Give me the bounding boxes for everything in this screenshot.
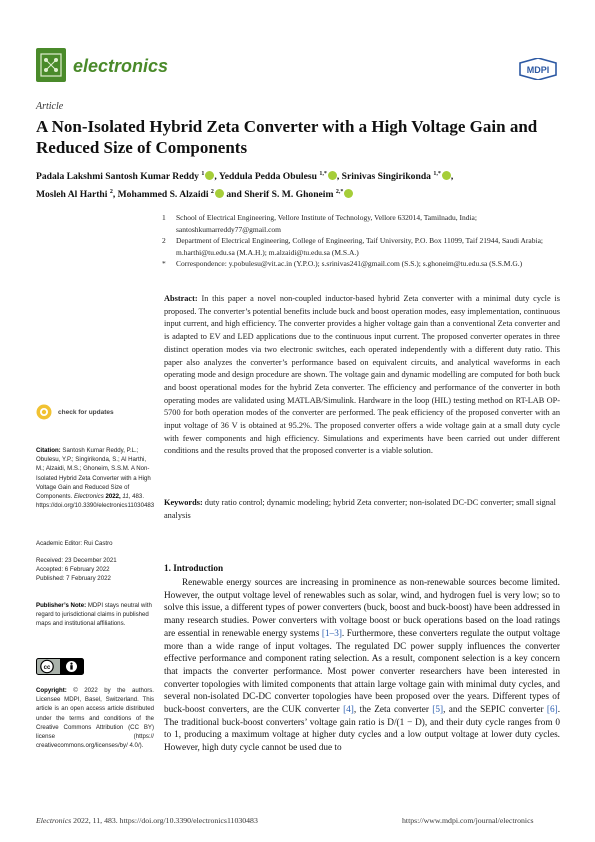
citation-journal: Electronics [73,493,104,501]
affiliation-mark: 2 [162,236,166,245]
citation-doi-link[interactable]: 483. https://doi.org/10.3390/electronics11030483 [36,493,155,510]
citation-link[interactable]: [5] [432,705,444,716]
affiliation-text: Correspondence: y.pobulesu@vit.ac.in (Y.P.O.); s.srinivas241@gmail.com (S.S.); s.ghoneim@tu.edu.sa (S.S.M.G.) [176,259,523,268]
check-updates-label: check for updates [58,408,114,416]
author-name[interactable]: Sherif S. M. Ghoneim [244,188,334,200]
published-date: Published: 7 February 2022 [36,575,111,583]
footer-journal: Electronics [36,816,72,825]
body-text: . The traditional buck-boost converters’ voltage gain ratio is D/(1 − D), and their duty cycle ranges from 0 to 1, producing a maximum voltage at higher duty cycles and a low output voltage at lower duty cycles. However, high duty cycle cannot be used due to [164,705,561,754]
copyright-text: © 2022 by the authors. Licensee MDPI, Basel, Switzerland. This article is an open access article distributed under the terms and conditions of the Creative Commons Attribution (CC BY) license (https:// creativecommons.org/licenses/by/ 4.0/). [36,687,154,750]
check-updates-button[interactable] [36,403,126,417]
footer-journal-url[interactable]: https://www.mdpi.com/journal/electronics [402,816,534,825]
affiliation-item [162,235,562,258]
abstract-text: In this paper a novel non-coupled inductor-based hybrid Zeta converter with a minimal duty cycle is proposed. The converter’s potential benefits include buck and boost operation modes, easy implementation, continuous input current, and high efficiency. The converter provides a higher voltage gain than a conventional Zeta converter and is adapted to EV and LED applications due to the continuous input current. The proposed converter operates in three distinct operation modes via two electronic switches, each operated independently with a different duty ratio. This paper also analyzes the converter’s performance based on equivalent circuits, and analytical waveforms in each operating mode and design procedure are shown. The voltage gain and dynamic modelling are computed for both buck and boost operational modes for the hybrid Zeta converter. The efficiency and performance of the converter in both operating modes are validated using MATLAB/Simulink. Hardware in the loop (HIL) testing method on RT-LAB OP-5700 for both operation modes of the converter are performed. The peak efficiency of the proposed converter with an input voltage of 36 V is obtained at 95.2%. The proposed converter offers a wide voltage gain at a small duty cycle with fewer components and high efficiency. Simulations and experiments have been carried out under different conditions and the results proved that the proposed converter is a viable solution. [164,294,560,456]
author-affil-mark: 1 [201,171,205,177]
journal-logo [36,48,66,82]
copyright-block [36,686,154,750]
footer-citation [36,816,258,825]
author-affil-mark: 2 [210,188,214,195]
citation-label: Citation: [36,447,61,454]
svg-text:MDPI: MDPI [526,65,550,75]
accepted-date: Accepted: 6 February 2022 [36,566,110,574]
check-updates-icon [36,404,52,420]
author-list: Padala Lakshmi Santosh Kumar Reddy $^1$ , Yeddula Pedda Obulesu $^{1,*}$ , Srinivas Singirikonda $^{1,*}$ , Mosleh Al Harthi $^2$, Mohammed S. Alzaidi $^2$ and Sherif S. M. Ghoneim $^{2,*}$ [36,171,454,200]
author-affil-mark: 1,* [433,171,441,177]
author-affil-mark: 2 [109,188,113,195]
abstract-label: Abstract: [164,294,198,303]
citation-link[interactable]: [1–3] [321,628,342,639]
body-text: , the Zeta converter [353,705,433,716]
author-name[interactable]: Srinivas Singirikonda [341,171,431,183]
author-name[interactable]: Mohammed S. Alzaidi [117,188,209,200]
affiliation-item [162,212,562,235]
paper-title: A Non-Isolated Hybrid Zeta Converter with a High Voltage Gain and Reduced Size of Components [36,117,538,157]
cc-license-icon[interactable] [36,658,84,675]
publisher-note-label: Publisher’s Note: [36,602,87,609]
academic-editor: Academic Editor: Rui Castro [36,540,113,547]
publisher-note [36,601,154,629]
keywords [164,497,560,522]
copyright-label: Copyright: [36,687,67,694]
citation-year: 2022, [105,493,121,501]
author-affil-mark: 2,* [335,188,344,195]
affiliation-text: Department of Electrical Engineering, College of Engineering, Taif University, P.O. Box 11099, Taif 21944, Saudi Arabia; m.harthi@tu.edu.sa (M.A.H.); m.alzaidi@tu.edu.sa (M.S.A.) [176,236,543,257]
body-text: Renewable energy sources are increasing in prominence as non-renewable sources become limited. However, the output voltage level of renewables such as solar, wind, and hydrogen fuel is very low; so to solve this issue, a different types of power converters (buck, boost and buck-boost) have been addressed in many research studies. Power converters with voltage boost or buck operations based on the load ratings are essential in renewable energy systems [164,578,560,639]
keywords-text: duty ratio control; dynamic modeling; hybrid Zeta converter; non-isolated DC-DC converter; small signal analysis [164,498,556,520]
affiliations [162,212,562,270]
orcid-icon[interactable] [215,189,224,198]
affiliation-mark: 1 [162,213,166,222]
mdpi-logo [519,58,557,80]
svg-text:cc: cc [43,665,51,671]
body-text: , and the SEPIC converter [443,705,547,716]
citation-link[interactable]: [6] [546,705,558,716]
citation-text: Santosh Kumar Reddy, P.L.; Obulesu, Y.P.; Singirikonda, S.; Al Harthi, M.; Alzaidi, M.S.; Ghoneim, S.S.M. A Non-Isolated Hybrid Zeta Converter with a High Voltage Gain and Reduced Size of Components. [36,447,151,501]
author-name[interactable]: Mosleh Al Harthi [36,188,108,200]
orcid-icon[interactable] [328,171,337,180]
affiliation-text: School of Electrical Engineering, Vellore Institute of Technology, Vellore 632014, Tamilnadu, India; santoshkumarreddy77@gmail.com [176,213,477,234]
author-name[interactable]: Padala Lakshmi Santosh Kumar Reddy [36,171,199,183]
affiliation-mark: * [162,259,166,268]
abstract [164,293,560,458]
dates-block [36,556,154,584]
intro-paragraph [164,577,560,755]
received-date: Received: 23 December 2021 [36,557,117,564]
orcid-icon[interactable] [205,171,214,180]
citation-block [36,446,154,510]
orcid-icon[interactable] [344,189,353,198]
publisher-note-text: MDPI stays neutral with regard to jurisdictional claims in published maps and institutional affiliations. [36,602,152,628]
section-heading: 1. Introduction [164,563,224,573]
orcid-icon[interactable] [442,171,451,180]
author-affil-mark: 1,* [319,171,327,177]
article-type: Article [36,101,64,112]
keywords-label: Keywords: [164,498,203,507]
journal-name: electronics [73,56,169,76]
author-name[interactable]: Yeddula Pedda Obulesu [218,171,317,183]
affiliation-item [162,258,562,270]
body-text: . Furthermore, these converters regulate the output voltage more than a wide range of input voltages. The regulated DC power supply influences the converter effective performance and component rating selection. As a result, component selection is a key concern that impacts the converter performance. Most power converter researchers have been interested in converter topologies with limited components that attain large voltage gain with minimal duty cycles, and several non-isolated DC-DC converter topologies have been proposed over the years. Different types of buck-boost converters, are the CUK converter [164,628,561,716]
footer-doi[interactable]: 2022, 11, 483. https://doi.org/10.3390/electronics11030483 [71,816,258,825]
citation-volume: 11, [122,493,131,501]
citation-link[interactable]: [4] [343,705,354,716]
